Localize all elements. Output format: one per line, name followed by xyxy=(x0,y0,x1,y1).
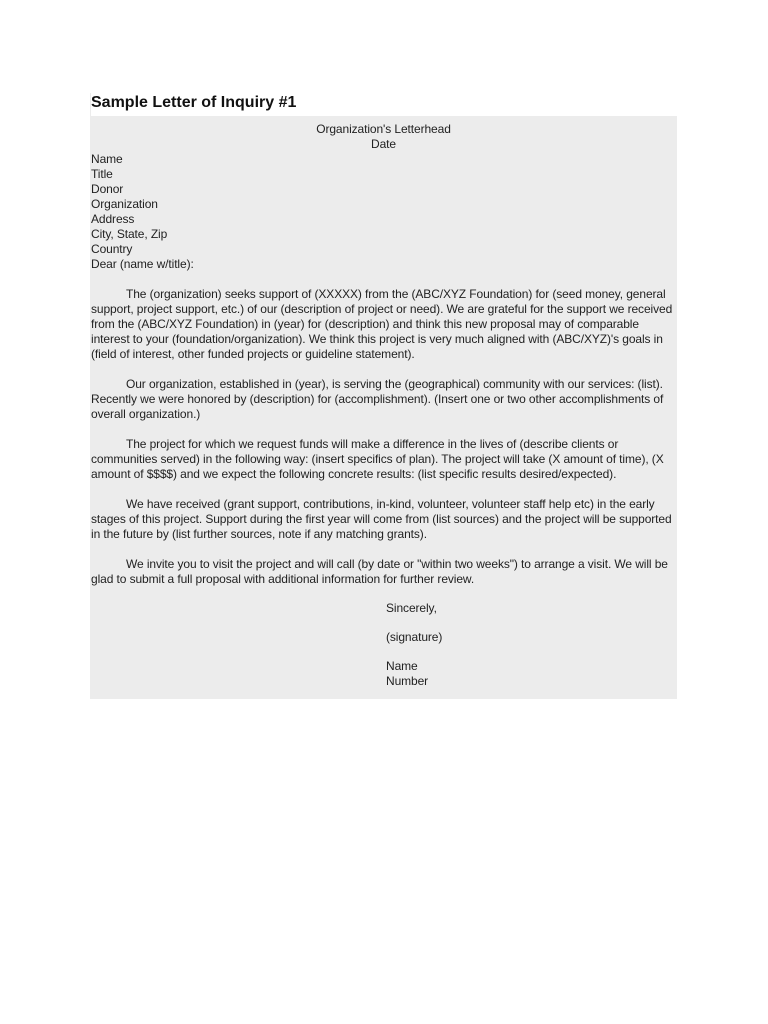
closing-name: Name xyxy=(386,659,418,673)
closing-sincerely: Sincerely, xyxy=(386,601,437,615)
recipient-address: Address xyxy=(91,212,135,226)
paragraph-1 xyxy=(91,287,675,362)
recipient-donor: Donor xyxy=(91,182,124,196)
letterhead: Organization's Letterhead xyxy=(316,122,451,136)
letter-date: Date xyxy=(371,137,396,151)
closing-block xyxy=(386,601,675,689)
recipient-block xyxy=(91,152,675,257)
paragraph-5-text: We invite you to visit the project and will call (by date or "within two weeks") to arrange a visit. We will be glad to submit a full proposal with additional information for further review. xyxy=(91,557,668,586)
page-title: Sample Letter of Inquiry #1 xyxy=(91,92,678,116)
salutation: Dear (name w/title): xyxy=(91,257,194,271)
paragraph-2-text: Our organization, established in (year), is serving the (geographical) community with our services: (list). Recently we were honored by (description) for (accomplishment). (Insert one or two other accomplishments of overall organization.) xyxy=(91,377,664,421)
recipient-country: Country xyxy=(91,242,133,256)
recipient-organization: Organization xyxy=(91,197,158,211)
recipient-title: Title xyxy=(91,167,113,181)
paragraph-5 xyxy=(91,557,675,587)
paragraph-2 xyxy=(91,377,675,422)
closing-signature: (signature) xyxy=(386,630,443,644)
letter-body xyxy=(91,122,675,689)
paragraph-3 xyxy=(91,437,675,482)
paragraph-1-text: The (organization) seeks support of (XXXXX) from the (ABC/XYZ Foundation) for (seed money, general support, project support, etc.) of our (description of project or need). We are grateful for the support we received from the (ABC/XYZ Foundation) in (year) for (description) and think this new proposal may of comparable interest to your (foundation/organization). We think this project is very much aligned with (ABC/XYZ)'s goals in (field of interest, other funded projects or guideline statement). xyxy=(91,287,673,361)
closing-number: Number xyxy=(386,674,429,688)
paragraph-3-text: The project for which we request funds will make a difference in the lives of (describe clients or communities served) in the following way: (insert specifics of plan). The project will take (X amount of time), (X amount of $$$$) and we expect the following concrete results: (list specific results desired/expected). xyxy=(91,437,664,481)
recipient-name: Name xyxy=(91,152,123,166)
paragraph-4-text: We have received (grant support, contributions, in-kind, volunteer, volunteer staff help etc) in the early stages of this project. Support during the first year will come from (list sources) and the project will be supported in the future by (list further sources, note if any matching grants). xyxy=(91,497,672,541)
recipient-city-state-zip: City, State, Zip xyxy=(91,227,168,241)
paragraph-4 xyxy=(91,497,675,542)
